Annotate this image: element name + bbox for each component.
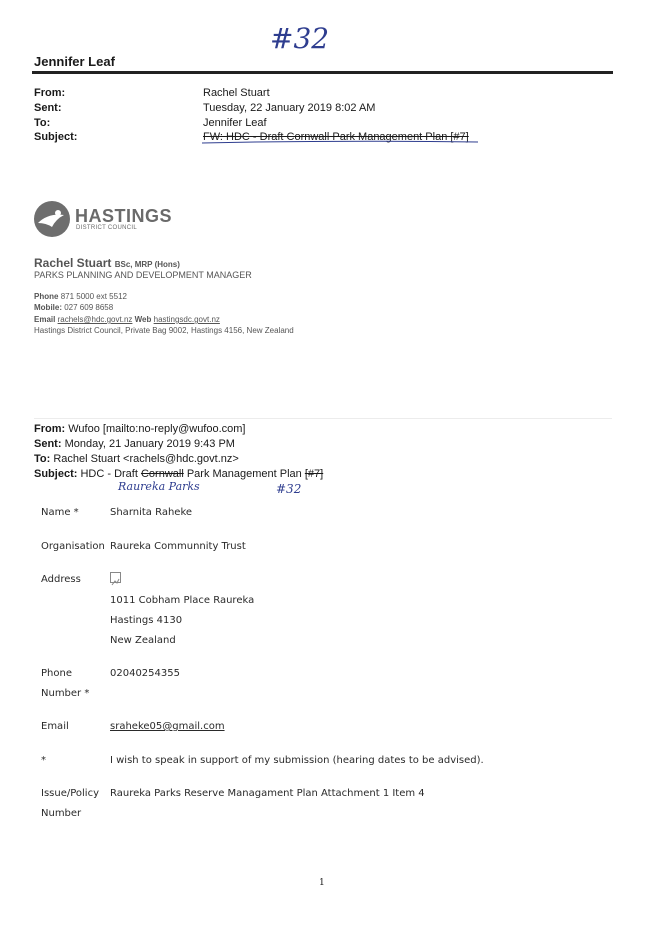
signature-address: Hastings District Council, Private Bag 9002, Hastings 4156, New Zealand: [34, 326, 294, 335]
signature-email-link[interactable]: rachels@hdc.govt.nz: [57, 315, 133, 324]
form-name-label: Name *: [41, 507, 79, 518]
subject-label: Subject:: [34, 131, 78, 143]
form-address-line1: 1011 Cobham Place Raureka: [110, 595, 255, 606]
form-issue-label-2: Number: [41, 808, 82, 819]
form-issue-value: Raureka Parks Reserve Managament Plan Attachment 1 Item 4: [110, 788, 425, 799]
broken-image-icon: [110, 572, 121, 583]
hastings-logo-icon: [34, 201, 70, 237]
form-email-label: Email: [41, 721, 69, 732]
logo-wordmark: HASTINGS: [75, 206, 173, 226]
logo-subtext: DISTRICT COUNCIL: [76, 225, 138, 231]
to-label: To:: [34, 117, 51, 129]
signature-mobile: Mobile: 027 609 8658: [34, 303, 114, 312]
form-address-line2: Hastings 4130: [110, 615, 183, 626]
form-name-value: Sharnita Raheke: [110, 507, 193, 518]
signature-name: Rachel Stuart BSc, MRP (Hons): [34, 256, 180, 270]
page-number: 1: [319, 878, 325, 888]
sent-value: Tuesday, 22 January 2019 8:02 AM: [203, 102, 376, 114]
form-address-line3: New Zealand: [110, 635, 176, 646]
from-label: From:: [34, 87, 66, 99]
subject-value: FW: HDC - Draft Cornwall Park Management Plan [#7]: [203, 131, 469, 143]
form-issue-label: Issue/Policy: [41, 788, 99, 799]
form-phone-label: Phone: [41, 668, 72, 679]
header-rule: [32, 71, 613, 74]
signature-email-web: Email rachels@hdc.govt.nz Web hastingsdc.govt.nz: [34, 315, 220, 324]
form-phone-label-2: Number *: [41, 688, 90, 699]
form-org-value: Raureka Communnity Trust: [110, 541, 246, 552]
fw-subject: Subject: HDC - Draft Cornwall Park Management Plan [#7]: [34, 468, 324, 480]
form-speak-value: I wish to speak in support of my submission (hearing dates to be advised).: [110, 755, 484, 766]
sent-label: Sent:: [34, 102, 62, 114]
handwritten-subject-correction: Raureka Parks: [118, 480, 200, 493]
signature-title: PARKS PLANNING AND DEVELOPMENT MANAGER: [34, 270, 252, 280]
signature-phone: Phone 871 5000 ext 5512: [34, 292, 127, 301]
form-speak-label: *: [41, 755, 46, 766]
signature-qualifications: BSc, MRP (Hons): [114, 260, 180, 269]
from-value: Rachel Stuart: [203, 87, 270, 99]
fw-sent: Sent: Monday, 21 January 2019 9:43 PM: [34, 438, 235, 450]
fw-from: From: Wufoo [mailto:no-reply@wufoo.com]: [34, 423, 246, 435]
handwritten-page-mark: #32: [270, 22, 330, 55]
subject-pen-stroke: [200, 138, 480, 146]
form-address-label: Address: [41, 574, 81, 585]
form-email-link[interactable]: sraheke05@gmail.com: [110, 721, 225, 732]
handwritten-subject-number: #32: [276, 482, 302, 496]
to-value: Jennifer Leaf: [203, 117, 267, 129]
signature-web-link[interactable]: hastingsdc.govt.nz: [153, 315, 220, 324]
fw-to: To: Rachel Stuart <rachels@hdc.govt.nz>: [34, 453, 239, 465]
form-phone-value: 02040254355: [110, 668, 180, 679]
form-org-label: Organisation: [41, 541, 105, 552]
printout-recipient: Jennifer Leaf: [34, 54, 115, 69]
section-divider: [34, 418, 612, 419]
